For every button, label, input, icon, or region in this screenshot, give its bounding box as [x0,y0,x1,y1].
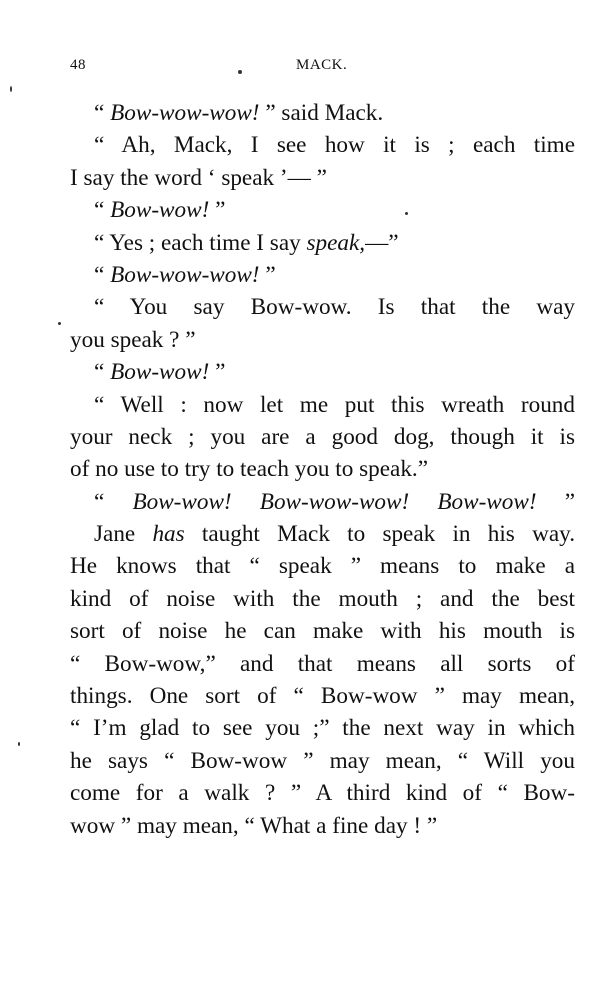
text-segment: Jane [94,521,153,548]
text-line [70,615,575,647]
text-segment: I say the word ‘ speak ’— ” [70,164,327,191]
text-line [70,518,575,550]
text-segment: ” [209,197,226,224]
body-text [70,97,575,842]
text-line [70,389,575,421]
text-line [70,583,575,615]
text-segment: wow ” may mean, “ What a fine day ! ” [70,812,438,839]
text-line [70,291,575,323]
print-speck [238,70,242,74]
text-line [70,356,575,388]
text-line [70,129,575,161]
page-header [70,57,554,81]
text-line [70,810,575,842]
italic-text-segment: speak, [306,229,366,256]
text-line [70,486,575,518]
text-line [70,324,575,356]
text-segment: kind of noise with the mouth ; and the best [70,585,575,612]
text-segment: “ [94,261,111,288]
text-line [70,162,575,194]
text-segment: taught Mack to speak in his way. [184,521,575,548]
text-segment: —” [365,229,399,256]
italic-text-segment: Bow-wow! Bow-wow-wow! Bow-wow! [132,488,537,515]
text-line [70,712,575,744]
text-segment: “ Ah, Mack, I see how it is ; each time [94,132,575,159]
page-number: 48 [70,57,86,73]
italic-text-segment: Bow-wow! [110,197,210,224]
text-line [70,259,575,291]
running-title: MACK. [296,57,348,73]
text-segment: ” said Mack. [259,100,384,126]
italic-text-segment: Bow-wow! [110,359,210,386]
text-line [70,421,575,453]
text-line [70,453,575,485]
text-line [70,97,575,129]
text-line [70,194,575,226]
text-segment: He knows that “ speak ” means to make a [70,553,575,580]
text-segment: of no use to try to teach you to speak.” [70,456,429,483]
text-line [70,550,575,582]
text-segment: ” [259,261,276,288]
text-segment: sort of noise he can make with his mouth is [70,618,575,645]
text-segment: you speak ? ” [70,326,196,353]
text-segment: “ [94,488,133,515]
text-segment: he says “ Bow-wow ” may mean, “ Will you [70,747,575,774]
text-segment: “ [94,359,111,386]
print-speck [58,322,61,325]
text-line [70,227,575,259]
text-line [70,745,575,777]
text-line [70,680,575,712]
italic-text-segment: has [152,521,185,548]
print-speck [405,212,408,215]
print-speck [10,86,12,92]
text-line [70,777,575,809]
text-line [70,648,575,680]
text-segment: come for a walk ? ” A third kind of “ Bow- [70,780,575,807]
text-segment: “ Well : now let me put this wreath round [94,391,575,418]
text-segment: “ [94,100,111,126]
text-segment: your neck ; you are a good dog, though it is [70,423,575,450]
text-segment: things. One sort of “ Bow-wow ” may mean, [70,683,575,710]
text-segment: “ [94,197,111,224]
text-segment: “ Yes ; each time I say [94,229,307,256]
text-segment: ” [536,488,575,515]
text-segment: “ You say Bow-wow. Is that the way [94,294,575,321]
text-segment: ” [209,359,226,386]
text-segment: “ Bow-wow,” and that means all sorts of [70,650,575,677]
print-speck [18,742,20,746]
text-segment: “ I’m glad to see you ;” the next way in which [70,715,575,742]
italic-text-segment: Bow-wow-wow! [110,100,260,126]
italic-text-segment: Bow-wow-wow! [110,261,260,288]
